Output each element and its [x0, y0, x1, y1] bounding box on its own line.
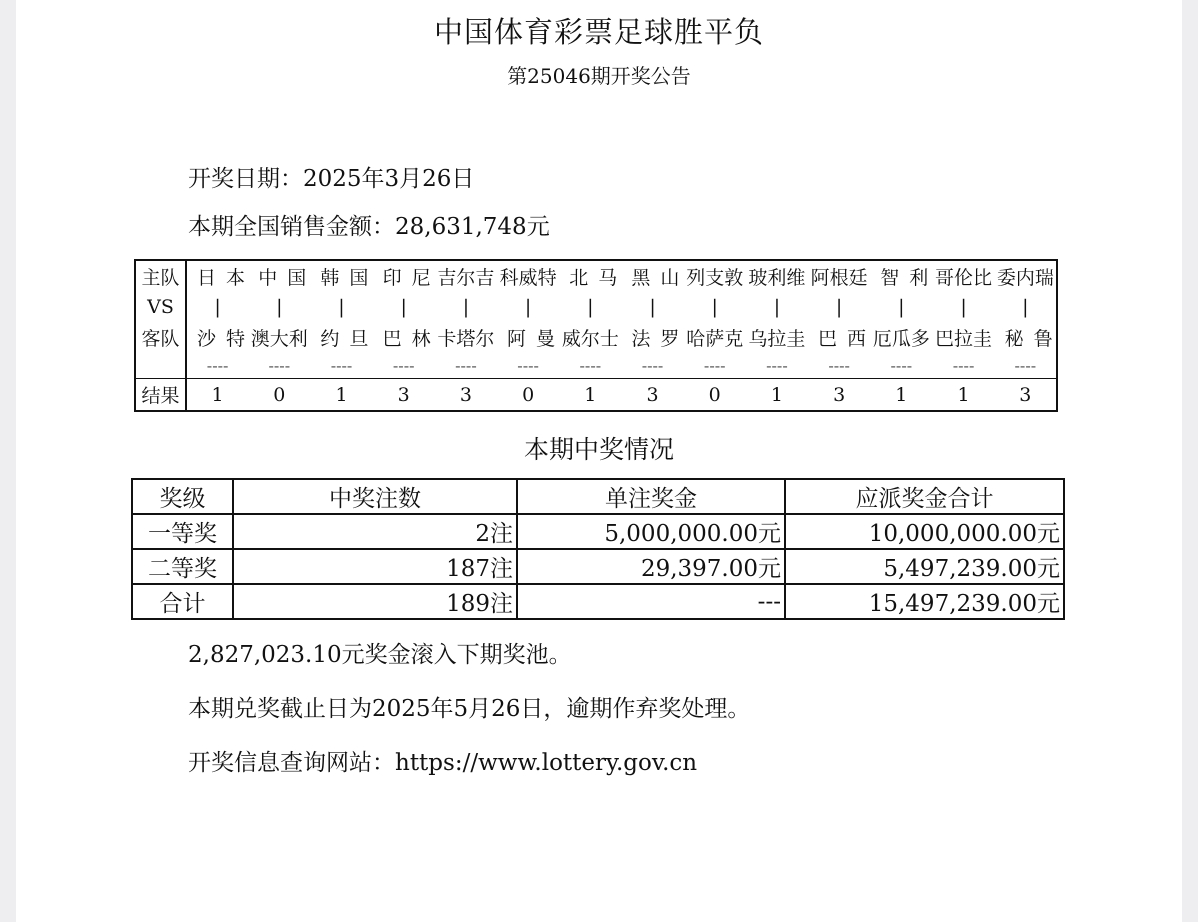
- prize-total: 5,497,239.00元: [785, 549, 1064, 584]
- document-title: 中国体育彩票足球胜平负: [433, 15, 764, 49]
- prize-total-row: [132, 584, 1064, 619]
- home-team: 印尼: [382, 267, 441, 289]
- separator-dash: ----: [330, 356, 353, 375]
- match-result: 0: [684, 379, 746, 412]
- header-winners: 中奖注数: [233, 479, 517, 514]
- document-subtitle: 第25046期开奖公告: [507, 64, 691, 88]
- away-team: 巴西: [818, 328, 877, 350]
- header-total-prize: 应派奖金合计: [785, 479, 1064, 514]
- prize-section-title: 本期中奖情况: [523, 435, 674, 464]
- separator-dash: ----: [1014, 356, 1037, 375]
- prize-row: [132, 549, 1064, 584]
- separator-dash: ----: [455, 356, 477, 375]
- home-team: 玻利维: [748, 267, 806, 289]
- home-team: 哥伦比: [935, 267, 993, 289]
- prize-unit: 29,397.00元: [517, 549, 785, 584]
- rollover-note: 2,827,023.10元奖金滚入下期奖池。: [188, 642, 572, 668]
- result-label: 结果: [135, 379, 186, 412]
- result-row: [135, 379, 1057, 412]
- match-result: 3: [995, 379, 1057, 412]
- sales-amount: 本期全国销售金额：28,631,748元: [188, 214, 550, 240]
- match-result: 1: [932, 379, 994, 412]
- separator-dash: ----: [206, 356, 229, 375]
- vs-mark: |: [524, 296, 532, 318]
- prize-winners: 189注: [233, 584, 517, 619]
- match-result: 1: [186, 379, 248, 412]
- prize-level: 二等奖: [132, 549, 233, 584]
- separator-dash: ----: [641, 356, 664, 375]
- vs-mark: |: [1022, 296, 1029, 318]
- home-team: 黑山: [631, 267, 690, 289]
- separator-dash: ----: [828, 356, 850, 375]
- home-team: 中国: [258, 267, 317, 289]
- home-team: 日本: [197, 267, 256, 289]
- match-result: 3: [373, 379, 435, 412]
- header-unit-prize: 单注奖金: [517, 479, 785, 514]
- prize-table: [131, 478, 1065, 620]
- away-label: 客队: [135, 322, 186, 353]
- away-team: 阿曼: [507, 328, 566, 350]
- prize-header-row: [132, 479, 1064, 514]
- away-team: 巴拉圭: [935, 328, 993, 350]
- vs-mark: |: [835, 296, 843, 318]
- away-team: 法罗: [631, 328, 690, 350]
- match-result: 3: [435, 379, 497, 412]
- vs-mark: |: [214, 296, 221, 318]
- prize-winners: 187注: [233, 549, 517, 584]
- home-team: 科威特: [499, 267, 557, 289]
- home-team: 列支敦: [686, 267, 744, 289]
- deadline-note: 本期兑奖截止日为2025年5月26日，逾期作弃奖处理。: [188, 696, 751, 722]
- match-result: 0: [248, 379, 310, 412]
- prize-unit: ---: [517, 584, 785, 619]
- separator-dash: ----: [703, 356, 726, 375]
- prize-winners: 2注: [233, 514, 517, 549]
- away-team: 乌拉圭: [748, 328, 806, 350]
- away-team: 约旦: [320, 328, 379, 350]
- separator-dash: ----: [766, 356, 788, 375]
- match-result: 1: [746, 379, 808, 412]
- vs-mark: |: [338, 296, 345, 318]
- match-result: 1: [559, 379, 621, 412]
- away-team: 沙特: [197, 328, 256, 350]
- away-team: 卡塔尔: [437, 328, 495, 350]
- away-team: 巴林: [382, 328, 441, 350]
- away-team: 澳大利: [250, 328, 308, 350]
- separator-dash: ----: [392, 356, 415, 375]
- separator-row: [135, 353, 1057, 379]
- vs-mark: |: [400, 296, 407, 318]
- home-team: 吉尔吉: [437, 267, 495, 289]
- away-team: 威尔士: [561, 328, 619, 350]
- vs-row: [135, 292, 1057, 322]
- prize-unit: 5,000,000.00元: [517, 514, 785, 549]
- vs-mark: |: [276, 296, 283, 318]
- prize-row: [132, 514, 1064, 549]
- separator-label-cell: [135, 353, 186, 379]
- vs-mark: |: [587, 296, 594, 318]
- match-result: 3: [808, 379, 870, 412]
- vs-mark: |: [898, 296, 905, 318]
- header-level: 奖级: [132, 479, 233, 514]
- separator-dash: ----: [952, 356, 975, 375]
- prize-level: 一等奖: [132, 514, 233, 549]
- prize-level: 合计: [132, 584, 233, 619]
- match-result: 1: [870, 379, 932, 412]
- website-note: 开奖信息查询网站：https://www.lottery.gov.cn: [188, 750, 698, 776]
- match-result: 3: [621, 379, 683, 412]
- away-team: 哈萨克: [686, 328, 744, 350]
- home-label: 主队: [135, 260, 186, 292]
- separator-dash: ----: [517, 356, 539, 375]
- match-result: 0: [497, 379, 559, 412]
- home-team: 北马: [569, 267, 628, 289]
- vs-mark: |: [960, 296, 967, 318]
- away-team: 秘鲁: [1004, 328, 1063, 350]
- draw-date: 开奖日期：2025年3月26日: [188, 166, 475, 192]
- home-team-row: [135, 260, 1057, 292]
- away-team: 厄瓜多: [872, 328, 930, 350]
- home-team: 阿根廷: [810, 267, 868, 289]
- vs-mark: |: [649, 296, 656, 318]
- prize-total: 10,000,000.00元: [785, 514, 1064, 549]
- separator-dash: ----: [890, 356, 913, 375]
- home-team: 委内瑞: [996, 267, 1054, 289]
- away-team-row: [135, 322, 1057, 353]
- prize-total: 15,497,239.00元: [785, 584, 1064, 619]
- vs-mark: |: [773, 296, 781, 318]
- document-page: [16, 0, 1182, 922]
- home-team: 智利: [880, 267, 939, 289]
- vs-mark: |: [462, 296, 470, 318]
- separator-dash: ----: [579, 356, 602, 375]
- vs-mark: |: [711, 296, 718, 318]
- separator-dash: ----: [268, 356, 291, 375]
- vs-label: VS: [135, 292, 186, 322]
- home-team: 韩国: [320, 267, 379, 289]
- match-result: 1: [310, 379, 372, 412]
- match-table: [134, 259, 1063, 412]
